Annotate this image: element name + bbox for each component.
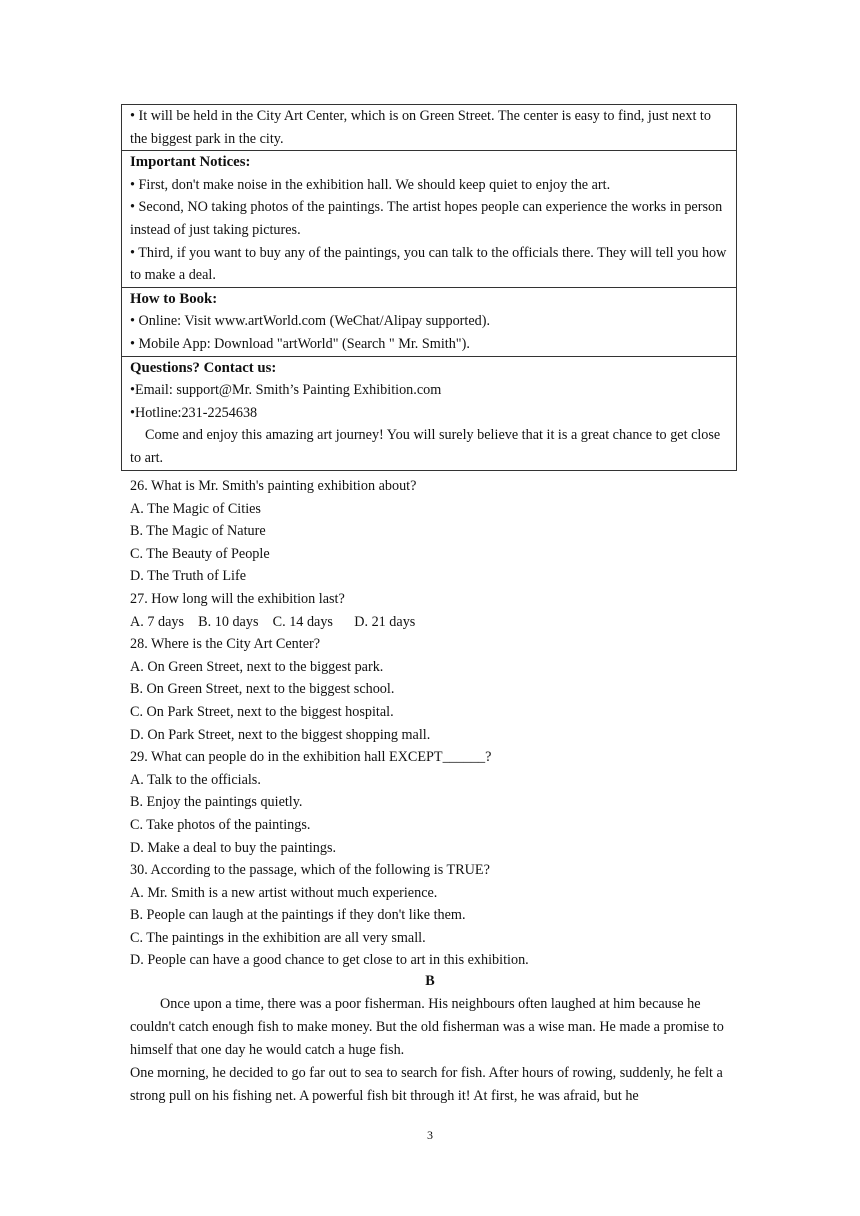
section-b [130, 970, 730, 1108]
notice-item: • Third, if you want to buy any of the paintings, you can talk to the officials there. They will tell you how to make a deal. [130, 244, 727, 284]
question-line: B. On Green Street, next to the biggest school. [130, 681, 395, 698]
question-line: A. 7 days B. 10 days C. 14 days D. 21 days [130, 613, 416, 630]
question-line: B. People can laugh at the paintings if they don't like them. [130, 907, 466, 924]
contact-email: •Email: support@Mr. Smith’s Painting Exhibition.com [130, 382, 442, 399]
info-table [121, 104, 737, 471]
question-line: A. Talk to the officials. [130, 771, 261, 788]
question-line: 27. How long will the exhibition last? [130, 590, 345, 607]
question-line: A. The Magic of Cities [130, 500, 261, 517]
section-b-title: B [425, 973, 435, 989]
notice-item: • First, don't make noise in the exhibition hall. We should keep quiet to enjoy the art. [130, 176, 611, 193]
question-list [130, 475, 740, 972]
notices-cell [122, 150, 736, 287]
booking-item: • Online: Visit www.artWorld.com (WeChat/Alipay supported). [130, 313, 490, 330]
story-paragraph: Once upon a time, there was a poor fisherman. His neighbours often laughed at him because he couldn't catch enough fish to make money. But the old fisherman was a wise man. He made a promise to himself that one day he would catch a huge fish. [130, 996, 724, 1058]
page-number: 3 [427, 1128, 433, 1142]
question-line: B. Enjoy the paintings quietly. [130, 794, 303, 811]
contact-heading: Questions? Contact us: [130, 359, 277, 376]
question-line: C. Take photos of the paintings. [130, 816, 311, 833]
question-line: D. People can have a good chance to get close to art in this exhibition. [130, 952, 529, 969]
notice-item: • Second, NO taking photos of the paintings. The artist hopes people can experience the works in person instead of just taking pictures. [130, 199, 723, 238]
booking-item: • Mobile App: Download "artWorld" (Search " Mr. Smith"). [130, 335, 470, 352]
booking-heading: How to Book: [130, 290, 218, 307]
question-line: C. The paintings in the exhibition are all very small. [130, 929, 426, 946]
notices-heading: Important Notices: [130, 154, 251, 171]
contact-cell [122, 356, 736, 470]
question-line: D. Make a deal to buy the paintings. [130, 839, 337, 856]
booking-cell [122, 287, 736, 356]
story-paragraph: One morning, he decided to go far out to sea to search for fish. After hours of rowing, suddenly, he felt a strong pull on his fishing net. A powerful fish bit through it! At first, he was afraid, but he [130, 1065, 723, 1104]
question-line: D. On Park Street, next to the biggest shopping mall. [130, 726, 431, 743]
question-line: A. On Green Street, next to the biggest park. [130, 658, 384, 675]
question-line: 29. What can people do in the exhibition hall EXCEPT______? [130, 749, 492, 766]
question-line: 26. What is Mr. Smith's painting exhibition about? [130, 478, 417, 494]
closing-text: Come and enjoy this amazing art journey! You will surely believe that it is a great chance to get close to art. [130, 427, 721, 466]
location-cell [122, 105, 736, 150]
question-line: D. The Truth of Life [130, 568, 246, 585]
contact-hotline: •Hotline:231-2254638 [130, 404, 258, 421]
question-line: 28. Where is the City Art Center? [130, 636, 321, 653]
location-text: • It will be held in the City Art Center, which is on Green Street. The center is easy to find, just next to the biggest park in the city. [130, 108, 711, 147]
question-line: C. On Park Street, next to the biggest hospital. [130, 703, 394, 720]
question-line: B. The Magic of Nature [130, 523, 266, 540]
question-line: 30. According to the passage, which of the following is TRUE? [130, 862, 490, 879]
question-line: A. Mr. Smith is a new artist without much experience. [130, 884, 438, 901]
question-line: C. The Beauty of People [130, 545, 270, 562]
